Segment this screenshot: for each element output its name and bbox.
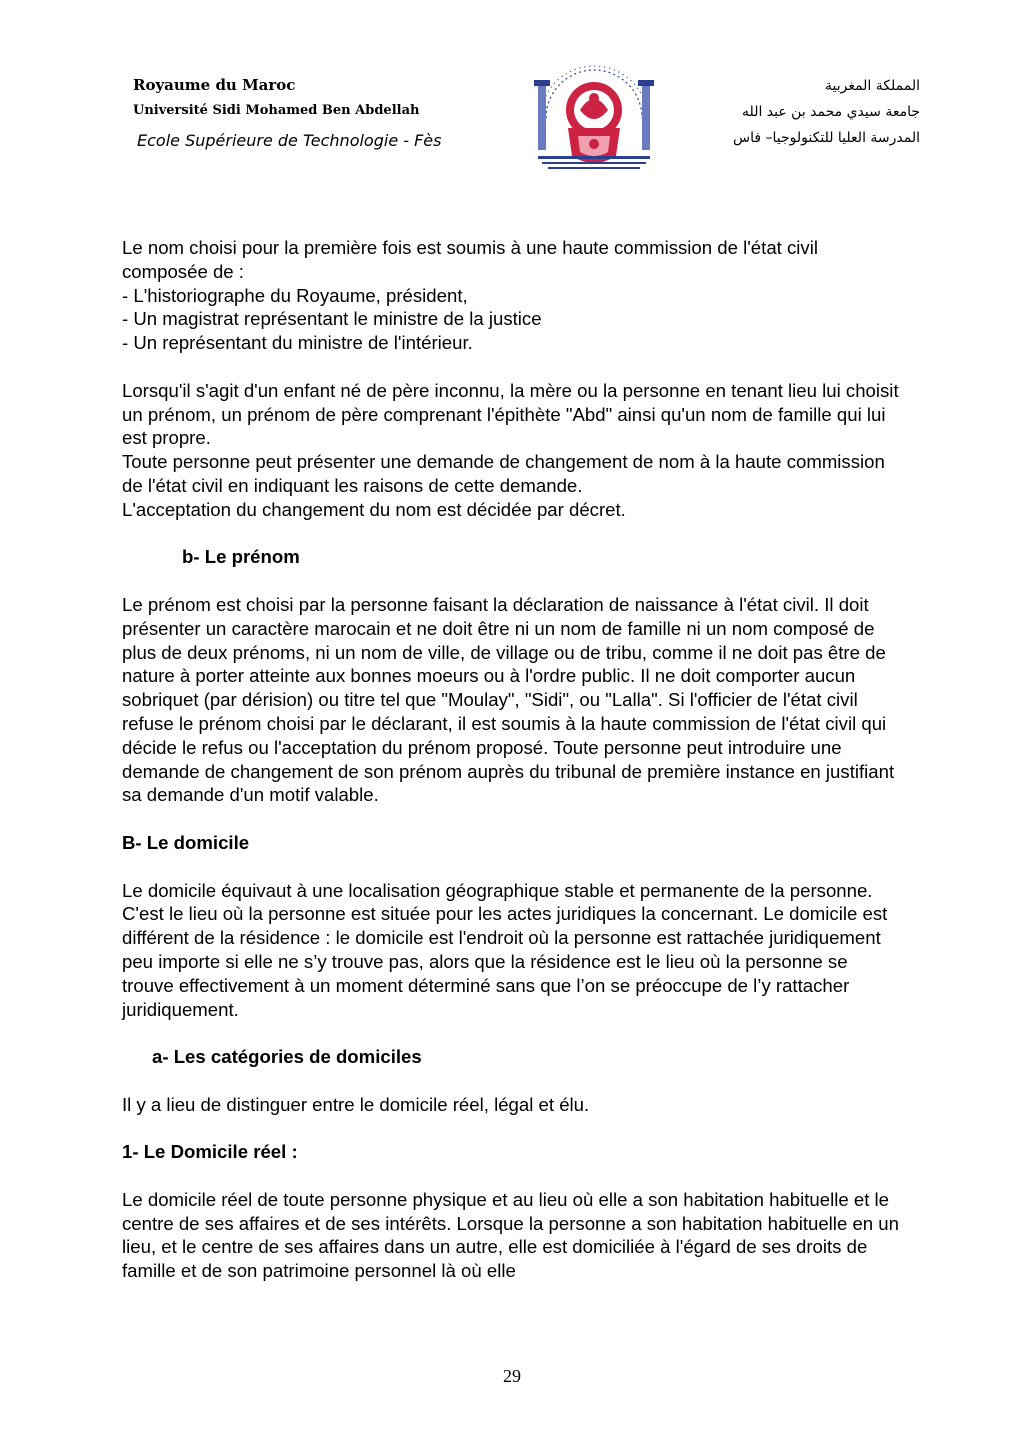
paragraph: Toute personne peut présenter une demande de changement de nom à la haute commission de l'état civil en indiquant les raisons de cette demande. <box>122 451 885 496</box>
list-item: - Un représentant du ministre de l'intérieur. <box>122 332 473 354</box>
header-left <box>133 72 441 158</box>
header-country-arabic: المملكة المغربية <box>824 78 920 94</box>
heading-categories: a- Les catégories de domiciles <box>152 1046 422 1068</box>
heading-domicile-reel: 1- Le Domicile réel : <box>122 1141 298 1163</box>
heading-prenom: b- Le prénom <box>182 546 300 568</box>
header-university: Université Sidi Mohamed Ben Abdellah <box>133 103 420 118</box>
header-school: Ecole Supérieure de Technologie - Fès <box>137 131 442 150</box>
header-school-arabic: المدرسة العليا للتكنولوجيا– فاس <box>733 130 920 146</box>
paragraph: L'acceptation du changement du nom est décidée par décret. <box>122 498 626 520</box>
paragraph-domicile-reel: Le domicile réel de toute personne physique et au lieu où elle a son habitation habituelle et le centre de ses affaires et de ses intérêts. Lorsque la personne a son habitation habituelle en un lieu, et le centre de ses affaires dans un autre, elle est domiciliée à l'égard de ses droits de famille et de son patrimoine personnel là où elle <box>122 1188 899 1282</box>
paragraph: Lorsqu'il s'agit d'un enfant né de père inconnu, la mère ou la personne en tenant lieu lui choisit un prénom, un prénom de père comprenant l'épithète "Abd" ainsi qu'un nom de famille qui lui est propre. <box>122 379 899 449</box>
paragraph-prenom: Le prénom est choisi par la personne faisant la déclaration de naissance à l'état civil. Il doit présenter un caractère marocain et ne doit être ni un nom de famille ni un nom composé de plus de deux prénoms, ni un nom de ville, de village ou de tribu, comme il ne doit pas être de nature à porter atteinte aux bonnes moeurs ou à l'ordre public. Il ne doit comporter aucun sobriquet (par dérision) ou titre tel que "Moulay", "Sidi", ou "Lalla". Si l'officier de l'état civil refuse le prénom choisi par le déclarant, il est soumis à la haute commission de l'état civil qui décide le refus ou l'acceptation du prénom proposé. Toute personne peut introduire une demande de changement de son prénom auprès du tribunal de première instance en justifiant sa demande d'un motif valable. <box>122 593 895 806</box>
header-right-arabic <box>733 73 920 151</box>
list-item: - Un magistrat représentant le ministre de la justice <box>122 308 542 330</box>
document-body <box>122 236 902 1307</box>
header-country: Royaume du Maroc <box>133 76 296 94</box>
list-item: - L'historiographe du Royaume, président, <box>122 284 468 306</box>
header-university-arabic: جامعة سيدي محمد بن عبد الله <box>742 104 920 120</box>
page-number: 29 <box>503 1366 521 1386</box>
heading-domicile: B- Le domicile <box>122 831 250 853</box>
university-emblem-icon <box>528 58 660 178</box>
paragraph-domicile: Le domicile équivaut à une localisation géographique stable et permanente de la personne. C'est le lieu où la personne est située pour les actes juridiques la concernant. Le domicile est différent de la résidence : le domicile est l'endroit où la personne est rattachée juridiquement peu importe si elle ne s’y trouve pas, alors que la résidence est le lieu où la personne se trouve effectivement à un moment déterminé sans que l’on se préoccupe de l’y rattacher juridiquement. <box>122 879 888 1020</box>
paragraph-categories: Il y a lieu de distinguer entre le domicile réel, légal et élu. <box>122 1093 590 1115</box>
paragraph: Le nom choisi pour la première fois est soumis à une haute commission de l'état civil composée de : <box>122 237 818 282</box>
commission-paragraph <box>122 236 902 355</box>
father-unknown-paragraph <box>122 379 902 522</box>
